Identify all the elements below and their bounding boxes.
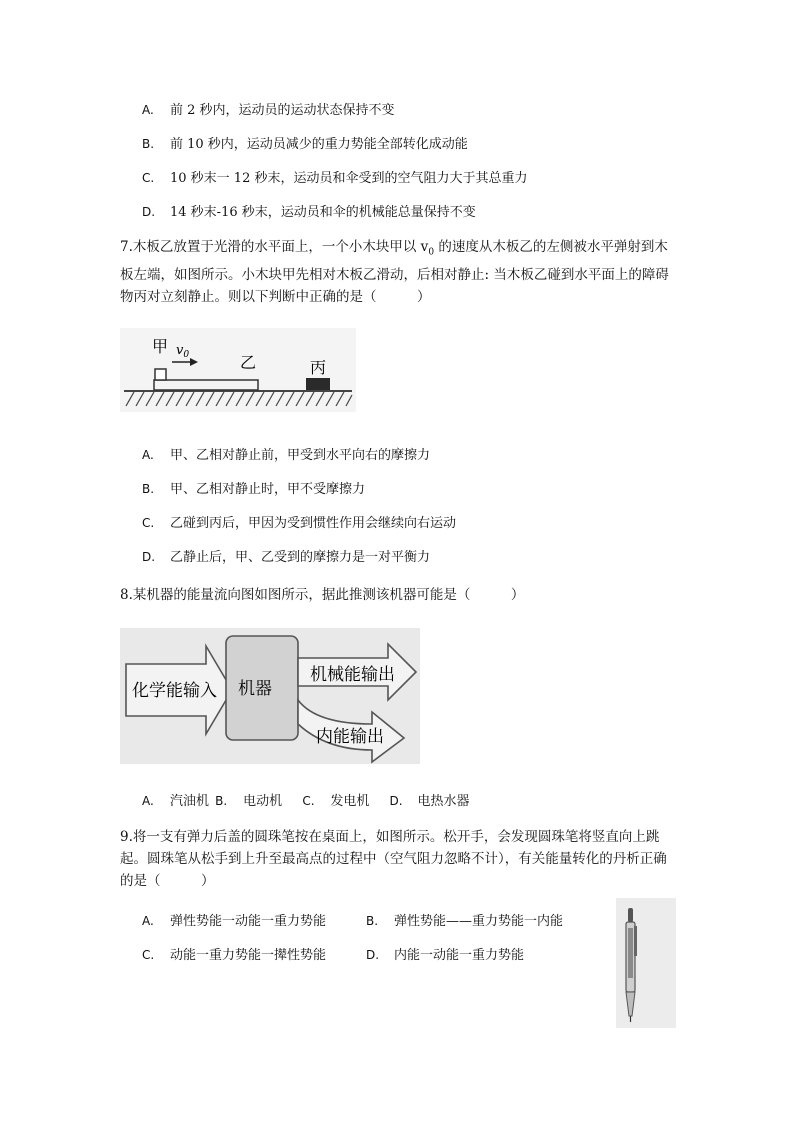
q7-stem-part1: 7.木板乙放置于光滑的水平面上，一个小木块甲以 v [120, 239, 429, 255]
option-label: D. [389, 794, 403, 808]
q7-option-b [142, 478, 365, 497]
q6-option-b [142, 133, 468, 152]
option-text: 电动机 [243, 794, 283, 809]
q8-option-a [142, 794, 209, 809]
label-heat-output: 内能输出 [316, 727, 384, 747]
label-v: $v_0$ [176, 343, 190, 360]
option-label: B. [215, 794, 228, 808]
option-label: B. [142, 137, 155, 151]
option-label: C. [302, 794, 315, 808]
q9-option-c [142, 944, 326, 963]
option-label: C. [142, 948, 155, 962]
q6-option-c [142, 167, 527, 186]
option-label: D. [366, 948, 380, 962]
option-label: D. [142, 205, 156, 219]
option-text: 电热水器 [417, 794, 470, 809]
option-text: 汽油机 [170, 794, 210, 809]
label-jia: 甲 [152, 337, 169, 356]
q9-option-d [366, 944, 524, 963]
option-text: 前 10 秒内，运动员减少的重力势能全部转化成动能 [170, 137, 468, 152]
option-text: 甲、乙相对静止前，甲受到水平向右的摩擦力 [170, 448, 431, 463]
option-text: 内能一动能一重力势能 [394, 948, 525, 963]
q8-option-c [302, 794, 369, 809]
q7-stem-part2: 的速度从木板乙的左侧被水平弹射到木板左端，如图所示。小木块甲先相对木板乙滑动，后相对静止: 当木板乙碰到水平面上的障碍物丙对立刻静止。则以下判断中正确的是（ ） [120, 239, 669, 305]
label-yi: 乙 [240, 353, 257, 372]
option-label: B. [142, 482, 155, 496]
option-label: C. [142, 516, 155, 530]
q7-stem-sub: 0 [428, 247, 435, 258]
q6-option-d [142, 201, 476, 220]
q7-option-c [142, 512, 456, 531]
label-mechanical-output: 机械能输出 [310, 665, 395, 685]
block-jia [155, 369, 166, 380]
q7-figure [120, 328, 356, 412]
q6-option-a [142, 99, 395, 118]
q9-pen-figure [616, 898, 676, 1028]
option-text: 14 秒末-16 秒末，运动员和伞的机械能总量保持不变 [170, 205, 476, 220]
q8-stem: 8.某机器的能量流向图如图所示，据此推测该机器可能是（ ） [120, 587, 525, 603]
option-label: D. [142, 550, 156, 564]
option-text: 甲、乙相对静止时，甲不受摩擦力 [170, 482, 366, 497]
q8-option-b [215, 794, 282, 809]
label-input: 化学能输入 [132, 681, 217, 701]
q7-option-a [142, 444, 430, 463]
option-text: 发电机 [330, 794, 370, 809]
q9-option-a [142, 910, 326, 929]
q8-options [142, 790, 469, 809]
obstacle-bing [306, 378, 330, 390]
q7-option-d [142, 546, 430, 565]
option-text: 乙静止后，甲、乙受到的摩擦力是一对平衡力 [170, 550, 431, 565]
option-label: A. [142, 794, 154, 808]
option-text: 弹性势能一动能一重力势能 [170, 914, 327, 929]
q7-stem [120, 236, 680, 308]
option-label: B. [366, 914, 379, 928]
option-text: 前 2 秒内，运动员的运动状态保持不变 [170, 103, 395, 118]
option-label: A. [142, 103, 154, 117]
option-label: C. [142, 171, 155, 185]
label-machine: 机器 [238, 679, 272, 699]
option-label: A. [142, 914, 154, 928]
q9-option-b [366, 910, 563, 929]
option-text: 10 秒末一 12 秒末，运动员和伞受到的空气阻力大于其总重力 [170, 171, 528, 186]
figure-background [616, 898, 676, 1028]
option-label: A. [142, 448, 154, 462]
q9-stem: 9.将一支有弹力后盖的圆珠笔按在桌面上，如图所示。松开手，会发现圆珠笔将竖直向上跳起。圆珠笔从松手到上升至最高点的过程中（空气阻力忽略不计），有关能量转化的丹析正确的是（ ） [120, 829, 667, 889]
option-text: 弹性势能——重力势能一内能 [394, 914, 564, 929]
q8-option-d [389, 794, 469, 809]
option-text: 乙碰到丙后，甲因为受到惯性作用会继续向右运动 [170, 516, 457, 531]
label-bing: 丙 [310, 358, 327, 377]
option-text: 动能一重力势能一撵性势能 [170, 948, 327, 963]
q8-figure [120, 628, 420, 764]
